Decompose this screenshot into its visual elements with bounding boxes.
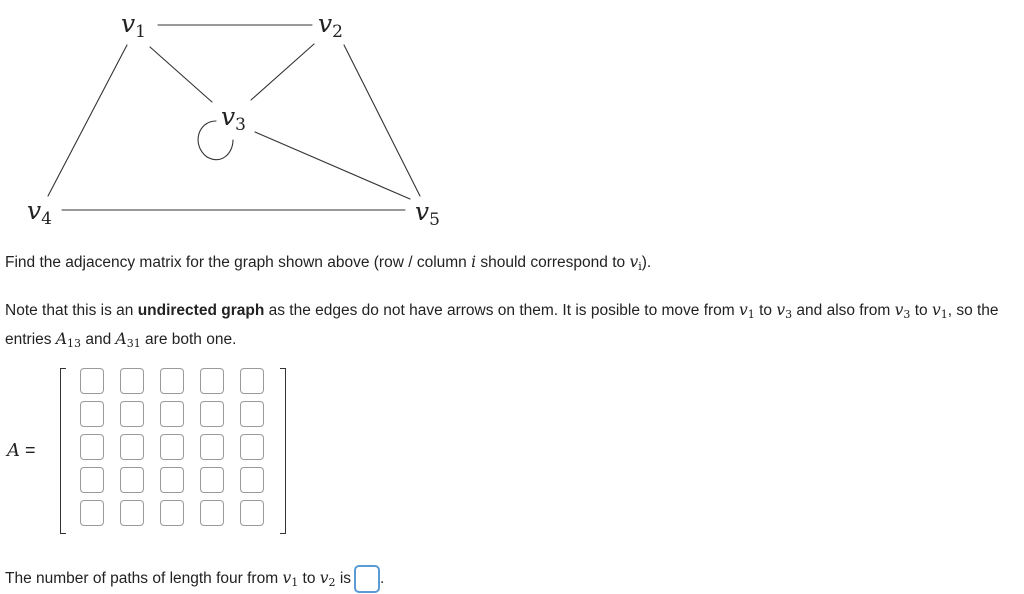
- matrix-cell-r3-c3[interactable]: [160, 434, 184, 460]
- matrix-cell-r1-c4[interactable]: [200, 368, 224, 394]
- matrix-cell-r5-c2[interactable]: [120, 500, 144, 526]
- note-text: Note that this is an undirected graph as the edges do not have arrows on them. It is posible to move from $v_1$ to $v_3$ and also from $v_3$ to $v_1$, so the entries $A_{13}$ and $A_{31}$ are both one.: [5, 301, 999, 350]
- matrix-cell-r4-c5[interactable]: [240, 467, 264, 493]
- matrix-cell-r2-c5[interactable]: [240, 401, 264, 427]
- matrix-label: A =: [7, 440, 36, 461]
- matrix-cell-r1-c5[interactable]: [240, 368, 264, 394]
- question-text: Find the adjacency matrix for the graph shown above (row / column i should correspond to $v_i$).: [5, 253, 652, 273]
- undirected-graph-emphasis: undirected graph: [137, 302, 265, 319]
- matrix-cell-r4-c2[interactable]: [120, 467, 144, 493]
- matrix-cell-r5-c4[interactable]: [200, 500, 224, 526]
- matrix-cell-r2-c1[interactable]: [80, 401, 104, 427]
- matrix-grid: [79, 368, 267, 528]
- matrix-cell-r1-c2[interactable]: [120, 368, 144, 394]
- edge-v1-v4: [48, 45, 127, 196]
- matrix-cell-r3-c5[interactable]: [240, 434, 264, 460]
- node-label-v2: $v_2$: [318, 9, 343, 42]
- edge-v1-v3: [150, 47, 212, 102]
- graph-figure: [0, 5, 460, 232]
- paths-answer-input[interactable]: [354, 565, 380, 593]
- node-label-v4: $v_4$: [27, 196, 52, 229]
- edge-v3-v5: [255, 132, 410, 199]
- matrix-cell-r1-c1[interactable]: [80, 368, 104, 394]
- matrix-cell-r5-c5[interactable]: [240, 500, 264, 526]
- matrix-cell-r1-c3[interactable]: [160, 368, 184, 394]
- matrix-cell-r4-c4[interactable]: [200, 467, 224, 493]
- matrix-cell-r2-c4[interactable]: [200, 401, 224, 427]
- matrix-cell-r3-c2[interactable]: [120, 434, 144, 460]
- edge-v2-v3: [251, 44, 314, 100]
- node-label-v3: $v_3$: [221, 102, 246, 135]
- matrix-cell-r2-c3[interactable]: [160, 401, 184, 427]
- edge-v2-v5: [344, 45, 420, 196]
- matrix-cell-r2-c2[interactable]: [120, 401, 144, 427]
- matrix-cell-r5-c1[interactable]: [80, 500, 104, 526]
- matrix-right-bracket: [280, 368, 286, 534]
- matrix-cell-r4-c3[interactable]: [160, 467, 184, 493]
- node-label-v5: $v_5$: [415, 197, 440, 230]
- matrix-left-bracket: [60, 368, 66, 534]
- matrix-cell-r3-c4[interactable]: [200, 434, 224, 460]
- node-label-v1: $v_1$: [121, 9, 146, 42]
- paths-question: The number of paths of length four from $v_1$ to $v_2$ is .: [5, 565, 384, 594]
- adjacency-matrix: [0, 366, 300, 536]
- matrix-cell-r4-c1[interactable]: [80, 467, 104, 493]
- matrix-cell-r3-c1[interactable]: [80, 434, 104, 460]
- matrix-cell-r5-c3[interactable]: [160, 500, 184, 526]
